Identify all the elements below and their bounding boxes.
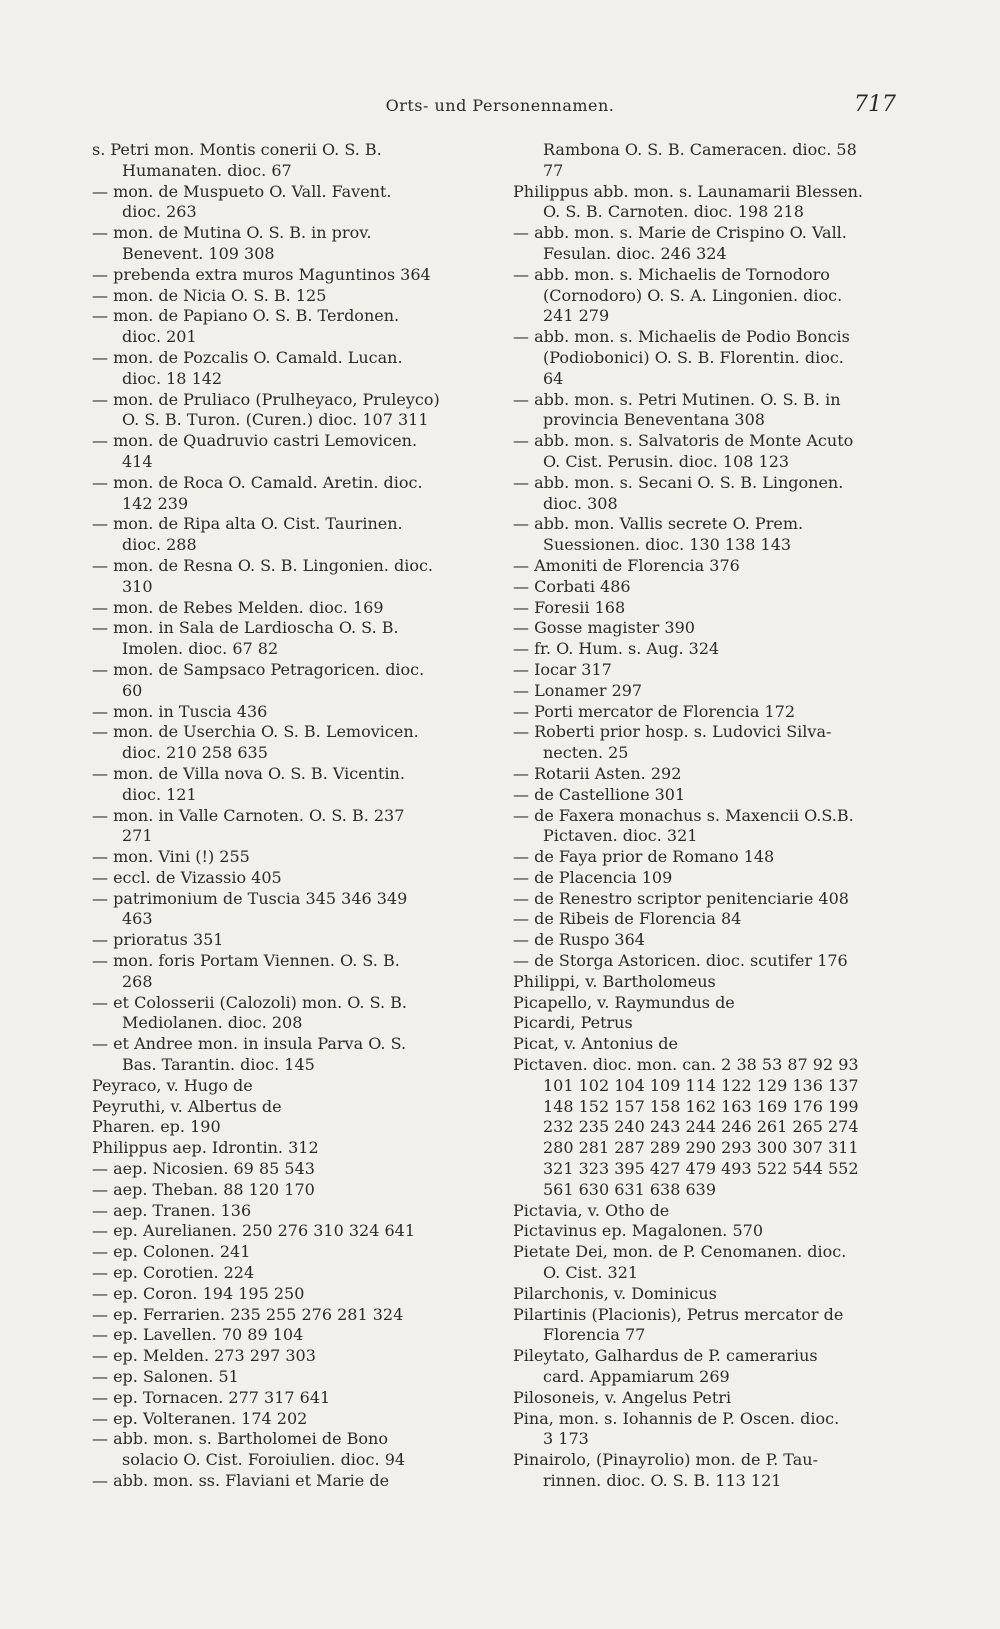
index-line: — mon. de Rebes Melden. dioc. 169 xyxy=(92,597,384,617)
index-line: — ep. Corotien. 224 xyxy=(92,1263,255,1283)
index-line: 463 xyxy=(122,909,153,929)
index-line: Picardi, Petrus xyxy=(513,1013,633,1033)
index-line: 3 173 xyxy=(543,1429,589,1449)
index-line: — abb. mon. s. Michaelis de Podio Boncis xyxy=(513,327,850,347)
index-line: — mon. in Tuscia 436 xyxy=(92,701,268,721)
index-line: — Porti mercator de Florencia 172 xyxy=(513,701,796,721)
index-line: — abb. mon. s. Marie de Crispino O. Vall. xyxy=(513,223,847,243)
index-line: s. Petri mon. Montis conerii O. S. B. xyxy=(92,140,382,159)
index-line: Rambona O. S. B. Cameracen. dioc. 58 xyxy=(543,140,857,159)
page-header xyxy=(0,92,1000,122)
index-line: — Gosse magister 390 xyxy=(513,618,695,638)
index-line: (Podiobonici) O. S. B. Florentin. dioc. xyxy=(543,347,844,367)
index-line: — mon. de Muspueto O. Vall. Favent. xyxy=(92,181,392,201)
index-line: — abb. mon. ss. Flaviani et Marie de xyxy=(92,1471,390,1490)
index-line: Pictaven. dioc. 321 xyxy=(543,826,698,846)
index-line: — mon. Vini (!) 255 xyxy=(92,847,250,867)
index-line: — ep. Aurelianen. 250 276 310 324 641 xyxy=(92,1221,416,1241)
index-line: 101 102 104 109 114 122 129 136 137 xyxy=(543,1075,859,1095)
index-line: — mon. de Userchia O. S. B. Lemovicen. xyxy=(92,722,419,742)
index-line: Pinairolo, (Pinayrolio) mon. de P. Tau- xyxy=(513,1450,818,1470)
index-line: — mon. in Sala de Lardioscha O. S. B. xyxy=(92,618,399,638)
index-line: Picat, v. Antonius de xyxy=(513,1034,678,1054)
index-line: rinnen. dioc. O. S. B. 113 121 xyxy=(543,1471,782,1490)
index-line: — fr. O. Hum. s. Aug. 324 xyxy=(513,639,720,659)
index-line: — Foresii 168 xyxy=(513,597,626,617)
index-line: — mon. de Mutina O. S. B. in prov. xyxy=(92,223,372,243)
index-line: — de Faxera monachus s. Maxencii O.S.B. xyxy=(513,805,854,825)
index-line: Peyraco, v. Hugo de xyxy=(92,1075,253,1095)
index-line: dioc. 18 142 xyxy=(122,368,223,388)
index-line: — ep. Ferrarien. 235 255 276 281 324 xyxy=(92,1304,404,1324)
index-line: Pilartinis (Placionis), Petrus mercator de xyxy=(513,1304,844,1324)
index-line: — Iocar 317 xyxy=(513,659,612,679)
index-line: — Roberti prior hosp. s. Ludovici Silva- xyxy=(513,722,832,742)
index-line: 142 239 xyxy=(122,493,189,513)
index-line: — mon. de Ripa alta O. Cist. Taurinen. xyxy=(92,514,403,534)
index-line: — Rotarii Asten. 292 xyxy=(513,763,682,783)
index-line: 64 xyxy=(543,368,564,388)
index-line: dioc. 288 xyxy=(122,535,197,555)
index-line: O. Cist. Perusin. dioc. 108 123 xyxy=(543,451,790,471)
index-line: — eccl. de Vizassio 405 xyxy=(92,867,282,887)
index-line: 271 xyxy=(122,826,153,846)
index-line: — patrimonium de Tuscia 345 346 349 xyxy=(92,888,408,908)
index-line: — de Faya prior de Romano 148 xyxy=(513,847,775,867)
index-line: Picapello, v. Raymundus de xyxy=(513,992,735,1012)
left-column xyxy=(92,140,492,1492)
index-line: Philippus aep. Idrontin. 312 xyxy=(92,1138,319,1158)
index-line: solacio O. Cist. Foroiulien. dioc. 94 xyxy=(122,1450,406,1470)
index-line: Fesulan. dioc. 246 324 xyxy=(543,243,727,263)
index-line: — abb. mon. Vallis secrete O. Prem. xyxy=(513,514,804,534)
right-column xyxy=(513,140,918,1492)
index-line: — abb. mon. s. Michaelis de Tornodoro xyxy=(513,264,830,284)
index-line: (Cornodoro) O. S. A. Lingonien. dioc. xyxy=(543,285,843,305)
index-line: Humanaten. dioc. 67 xyxy=(122,160,292,180)
index-line: — mon. de Nicia O. S. B. 125 xyxy=(92,285,327,305)
index-line: Pictaven. dioc. mon. can. 2 38 53 87 92 93 xyxy=(513,1055,859,1075)
index-line: — de Castellione 301 xyxy=(513,784,686,804)
index-line: Benevent. 109 308 xyxy=(122,243,275,263)
index-line: Pharen. ep. 190 xyxy=(92,1117,221,1137)
index-line: — ep. Melden. 273 297 303 xyxy=(92,1346,316,1366)
index-line: — ep. Lavellen. 70 89 104 xyxy=(92,1325,304,1345)
index-line: — mon. foris Portam Viennen. O. S. B. xyxy=(92,951,400,971)
index-line: 148 152 157 158 162 163 169 176 199 xyxy=(543,1096,859,1116)
index-line: — ep. Volteranen. 174 202 xyxy=(92,1408,308,1428)
index-line: 268 xyxy=(122,971,153,991)
index-line: Pileytato, Galhardus de P. camerarius xyxy=(513,1346,818,1366)
index-line: — Lonamer 297 xyxy=(513,680,643,700)
index-line: necten. 25 xyxy=(543,743,629,763)
index-line: — aep. Nicosien. 69 85 543 xyxy=(92,1159,315,1179)
index-line: — mon. de Pruliaco (Prulheyaco, Pruleyco) xyxy=(92,389,440,409)
index-line: Suessionen. dioc. 130 138 143 xyxy=(543,535,792,555)
index-line: O. S. B. Turon. (Curen.) dioc. 107 311 xyxy=(122,410,429,430)
index-line: Pilosoneis, v. Angelus Petri xyxy=(513,1387,732,1407)
index-line: — Corbati 486 xyxy=(513,576,631,596)
index-line: — abb. mon. s. Bartholomei de Bono xyxy=(92,1429,388,1449)
index-line: card. Appamiarum 269 xyxy=(543,1367,730,1387)
index-line: — mon. in Valle Carnoten. O. S. B. 237 xyxy=(92,805,405,825)
index-line: 561 630 631 638 639 xyxy=(543,1179,717,1199)
index-line: Imolen. dioc. 67 82 xyxy=(122,639,279,659)
index-line: — de Placencia 109 xyxy=(513,867,673,887)
index-line: 241 279 xyxy=(543,306,610,326)
index-line: dioc. 210 258 635 xyxy=(122,743,268,763)
index-line: — ep. Coron. 194 195 250 xyxy=(92,1283,305,1303)
index-line: — mon. de Quadruvio castri Lemovicen. xyxy=(92,431,418,451)
index-line: — mon. de Sampsaco Petragoricen. dioc. xyxy=(92,659,425,679)
index-line: — de Ribeis de Florencia 84 xyxy=(513,909,742,929)
index-line: Mediolanen. dioc. 208 xyxy=(122,1013,303,1033)
index-line: 232 235 240 243 244 246 261 265 274 xyxy=(543,1117,859,1137)
index-line: — mon. de Roca O. Camald. Aretin. dioc. xyxy=(92,472,423,492)
index-line: Pina, mon. s. Iohannis de P. Oscen. dioc. xyxy=(513,1408,840,1428)
index-line: — de Renestro scriptor penitenciarie 408 xyxy=(513,888,849,908)
index-line: — de Ruspo 364 xyxy=(513,930,645,950)
index-line: Pilarchonis, v. Dominicus xyxy=(513,1283,717,1303)
index-line: — et Colosserii (Calozoli) mon. O. S. B. xyxy=(92,992,407,1012)
index-line: — mon. de Pozcalis O. Camald. Lucan. xyxy=(92,347,403,367)
index-line: — de Storga Astoricen. dioc. scutifer 176 xyxy=(513,951,848,971)
index-line: — abb. mon. s. Petri Mutinen. O. S. B. in xyxy=(513,389,841,409)
index-line: dioc. 263 xyxy=(122,202,197,222)
index-line: — aep. Tranen. 136 xyxy=(92,1200,252,1220)
index-line: — mon. de Villa nova O. S. B. Vicentin. xyxy=(92,763,405,783)
index-line: — ep. Salonen. 51 xyxy=(92,1367,239,1387)
index-line: Philippi, v. Bartholomeus xyxy=(513,971,716,991)
index-line: Pictavia, v. Otho de xyxy=(513,1200,670,1220)
index-line: Bas. Tarantin. dioc. 145 xyxy=(122,1055,315,1075)
index-line: — ep. Tornacen. 277 317 641 xyxy=(92,1387,331,1407)
index-line: dioc. 201 xyxy=(122,327,197,347)
index-line: O. Cist. 321 xyxy=(543,1263,639,1283)
running-title: Orts- und Personennamen. xyxy=(385,96,615,115)
index-line: — ep. Colonen. 241 xyxy=(92,1242,251,1262)
index-line: 60 xyxy=(122,680,143,700)
index-line: Peyruthi, v. Albertus de xyxy=(92,1096,282,1116)
index-line: Pietate Dei, mon. de P. Cenomanen. dioc. xyxy=(513,1242,847,1262)
index-line: 310 xyxy=(122,576,153,596)
index-line: — aep. Theban. 88 120 170 xyxy=(92,1179,315,1199)
index-line: 77 xyxy=(543,160,564,180)
index-line: O. S. B. Carnoten. dioc. 198 218 xyxy=(543,202,804,222)
index-line: 414 xyxy=(122,451,153,471)
index-line: dioc. 308 xyxy=(543,493,618,513)
index-line: — et Andree mon. in insula Parva O. S. xyxy=(92,1034,407,1054)
index-line: Pictavinus ep. Magalonen. 570 xyxy=(513,1221,763,1241)
index-line: 321 323 395 427 479 493 522 544 552 xyxy=(543,1159,859,1179)
index-line: Florencia 77 xyxy=(543,1325,646,1345)
index-line: — prebenda extra muros Maguntinos 364 xyxy=(92,264,431,284)
index-line: provincia Beneventana 308 xyxy=(543,410,765,430)
index-line: — abb. mon. s. Secani O. S. B. Lingonen. xyxy=(513,472,844,492)
index-line: — Amoniti de Florencia 376 xyxy=(513,555,740,575)
index-line: — mon. de Resna O. S. B. Lingonien. dioc. xyxy=(92,555,433,575)
index-line: — abb. mon. s. Salvatoris de Monte Acuto xyxy=(513,431,854,451)
index-line: — prioratus 351 xyxy=(92,930,224,950)
index-line: — mon. de Papiano O. S. B. Terdonen. xyxy=(92,306,400,326)
index-line: dioc. 121 xyxy=(122,784,197,804)
index-line: Philippus abb. mon. s. Launamarii Blessen. xyxy=(513,181,863,201)
page-number: 717 xyxy=(854,92,896,117)
index-line: 280 281 287 289 290 293 300 307 311 xyxy=(543,1138,859,1158)
